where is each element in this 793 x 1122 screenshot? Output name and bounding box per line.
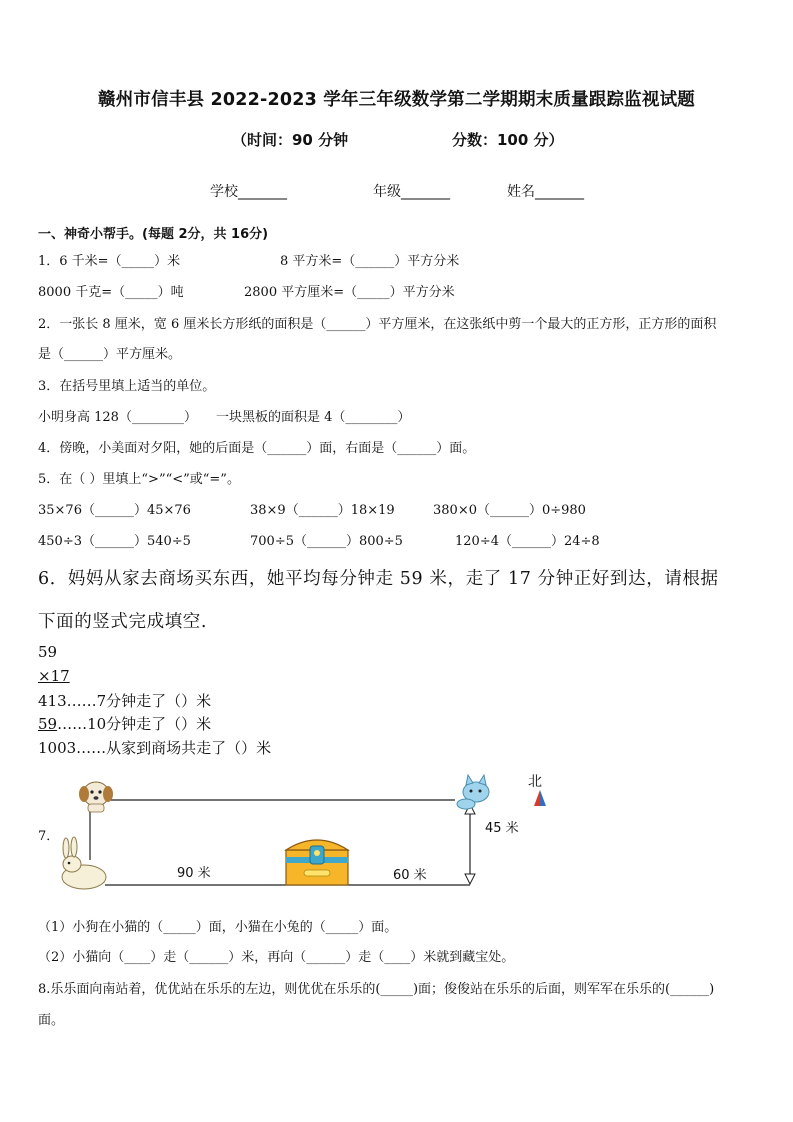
treasure-map <box>0 760 793 905</box>
question-1a: 1．6 千米=（_____）米 <box>38 254 181 269</box>
q5-row2-item2: 700÷5（______）800÷5 <box>250 534 403 549</box>
north-arrow-icon <box>534 790 546 806</box>
arrow-down-icon <box>465 874 475 884</box>
q5-row1-item2: 38×9（______）18×19 <box>250 503 395 518</box>
question-2a: 2．一张长 8 厘米，宽 6 厘米长方形纸的面积是（______）平方厘米，在这张纸中剪一个最大的正方形，正方形的面积 <box>38 317 717 332</box>
question-4: 4．傍晚，小美面对夕阳，她的后面是（______）面，右面是（______）面。 <box>38 441 476 456</box>
question-3a: 3．在括号里填上适当的单位。 <box>38 379 216 394</box>
page-title: 赣州市信丰县 2022-2023 学年三年级数学第二学期期末质量跟踪监视试题 <box>98 90 695 110</box>
q5-row1-item3: 380×0（______）0÷980 <box>433 503 586 518</box>
question-5: 5．在（ ）里填上“>”“<”或“=”。 <box>38 472 240 487</box>
grade-field[interactable]: 年级_______ <box>373 184 450 200</box>
question-2b: 是（______）平方厘米。 <box>38 347 182 362</box>
calc-line-4 <box>38 713 211 734</box>
question-8b: 面。 <box>38 1013 65 1028</box>
dog-icon <box>79 782 113 812</box>
treasure-chest-icon <box>286 840 348 885</box>
cat-icon <box>457 775 489 809</box>
question-1d: 2800 平方厘米=（_____）平方分米 <box>244 285 455 300</box>
q5-row1-item1: 35×76（______）45×76 <box>38 503 191 518</box>
distance-label-90: 90 米 <box>177 866 211 881</box>
calc-line-5: 1003……从家到商场共走了（）米 <box>38 739 272 757</box>
distance-label-45: 45 米 <box>485 821 519 836</box>
school-field[interactable]: 学校_______ <box>210 184 287 200</box>
question-7-number: 7． <box>38 829 60 844</box>
calc-line-1: 59 <box>38 643 58 661</box>
section-heading: 一、神奇小帮手。(每题 2分，共 16分) <box>38 227 269 242</box>
question-7a: （1）小狗在小猫的（_____）面，小猫在小兔的（_____）面。 <box>38 920 398 935</box>
score-label: 分数：100 分） <box>452 131 564 149</box>
question-7b: （2）小猫向（____）走（______）米，再向（______）走（____）米就到藏宝处。 <box>38 950 515 965</box>
name-field[interactable]: 姓名_______ <box>507 184 584 200</box>
question-3c: 一块黑板的面积是 4（________） <box>216 410 411 425</box>
calc-line-4-text: ……10分钟走了（）米 <box>57 715 212 733</box>
calc-line-3: 413……7分钟走了（）米 <box>38 692 212 710</box>
distance-label-60: 60 米 <box>393 868 427 883</box>
q5-row2-item3: 120÷4（______）24÷8 <box>455 534 600 549</box>
north-label: 北 <box>528 774 542 790</box>
question-6b: 下面的竖式完成填空. <box>38 612 208 632</box>
calc-line-4-number: 59 <box>38 715 58 733</box>
rabbit-icon <box>62 837 106 889</box>
question-1b: 8 平方米=（______）平方分米 <box>280 254 460 269</box>
q5-row2-item1: 450÷3（______）540÷5 <box>38 534 191 549</box>
question-1c: 8000 千克=（_____）吨 <box>38 285 184 300</box>
question-6a: 6．妈妈从家去商场买东西，她平均每分钟走 59 米，走了 17 分钟正好到达，请根据 <box>38 569 719 589</box>
question-8a: 8.乐乐面向南站着，优优站在乐乐的左边，则优优在乐乐的(_____)面；俊俊站在乐乐的后面，则军军在乐乐的(______) <box>38 982 715 997</box>
question-3b: 小明身高 128（________） <box>38 410 197 425</box>
time-label: （时间：90 分钟 <box>232 131 349 149</box>
calc-line-2: ×17 <box>38 667 70 685</box>
